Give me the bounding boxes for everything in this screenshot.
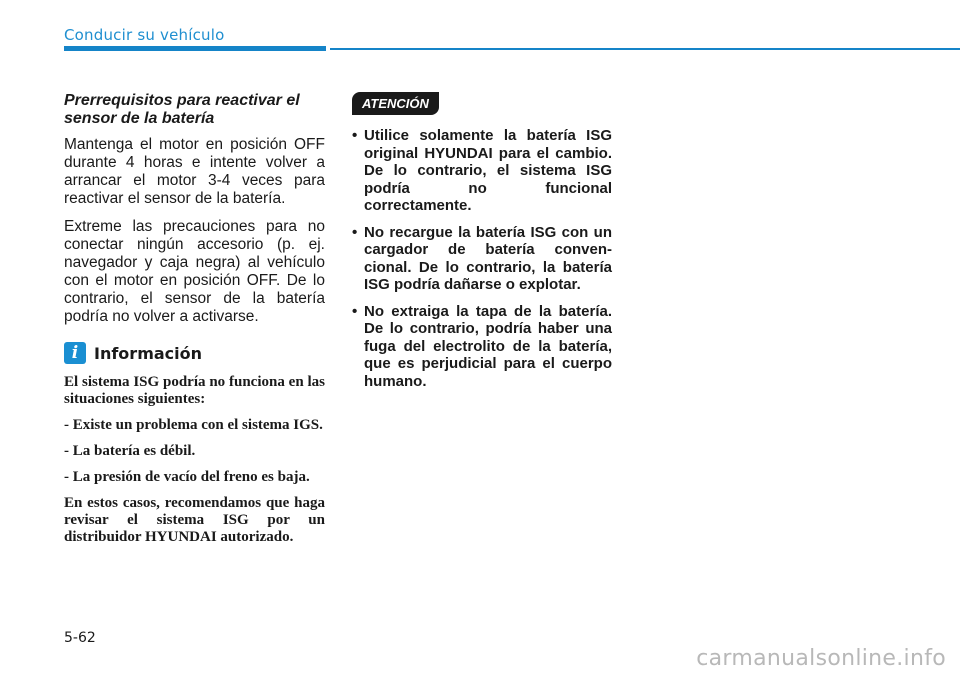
bullet-icon: • [352,302,358,320]
warning-item [352,224,612,294]
warning-list [352,127,612,390]
attention-badge: ATENCIÓN [352,92,439,115]
subheading: Prerrequisitos para reactivar el sensor de la batería [64,92,300,127]
info-closing: En estos casos, recomendamos que haga revisar el sistema ISG por un distribuidor HYUNDAI autorizado. [64,495,325,545]
warning-text: No recargue la batería ISG con un cargador de batería conven-cional. De lo contrario, la batería ISG podría dañarse o explotar. [364,223,612,293]
warning-text: Utilice solamente la batería ISG original HYUNDAI para el cambio. De lo contrario, el sistema ISG podría no funcional correctamente. [364,127,612,214]
warning-text: No extraiga la tapa de la batería. De lo contrario, podría haber una fuga del electrolito de la batería, que es perjudicial para el cuerpo humano. [364,302,612,390]
left-column [64,92,325,555]
info-icon: i [64,342,86,364]
info-item: - Existe un problema con el sistema IGS. [64,417,323,433]
watermark: carmanualsonline.info [696,646,946,671]
right-column [352,92,612,399]
header-rule-thin [330,48,960,50]
info-item: - La batería es débil. [64,443,196,459]
warning-item [352,127,612,215]
info-intro: El sistema ISG podría no funciona en las situaciones siguientes: [64,374,325,407]
section-title: Conducir su vehículo [64,26,225,44]
info-item: - La presión de vacío del freno es baja. [64,469,310,485]
bullet-icon: • [352,223,358,241]
paragraph-1: Mantenga el motor en posición OFF durante 4 horas e intente volver a arrancar el motor 3-4 veces para reactivar el sensor de la batería. [64,136,325,207]
warning-item [352,303,612,391]
info-header [64,342,325,364]
bullet-icon: • [352,127,358,144]
page-number: 5-62 [64,630,96,646]
info-title: Información [94,343,203,363]
paragraph-2: Extreme las precauciones para no conectar ningún accesorio (p. ej. navegador y caja negra) al vehículo con el motor en posición OFF. De lo contrario, el sensor de la batería podría no volver a activarse. [64,218,325,325]
header-rule-thick [64,46,326,51]
